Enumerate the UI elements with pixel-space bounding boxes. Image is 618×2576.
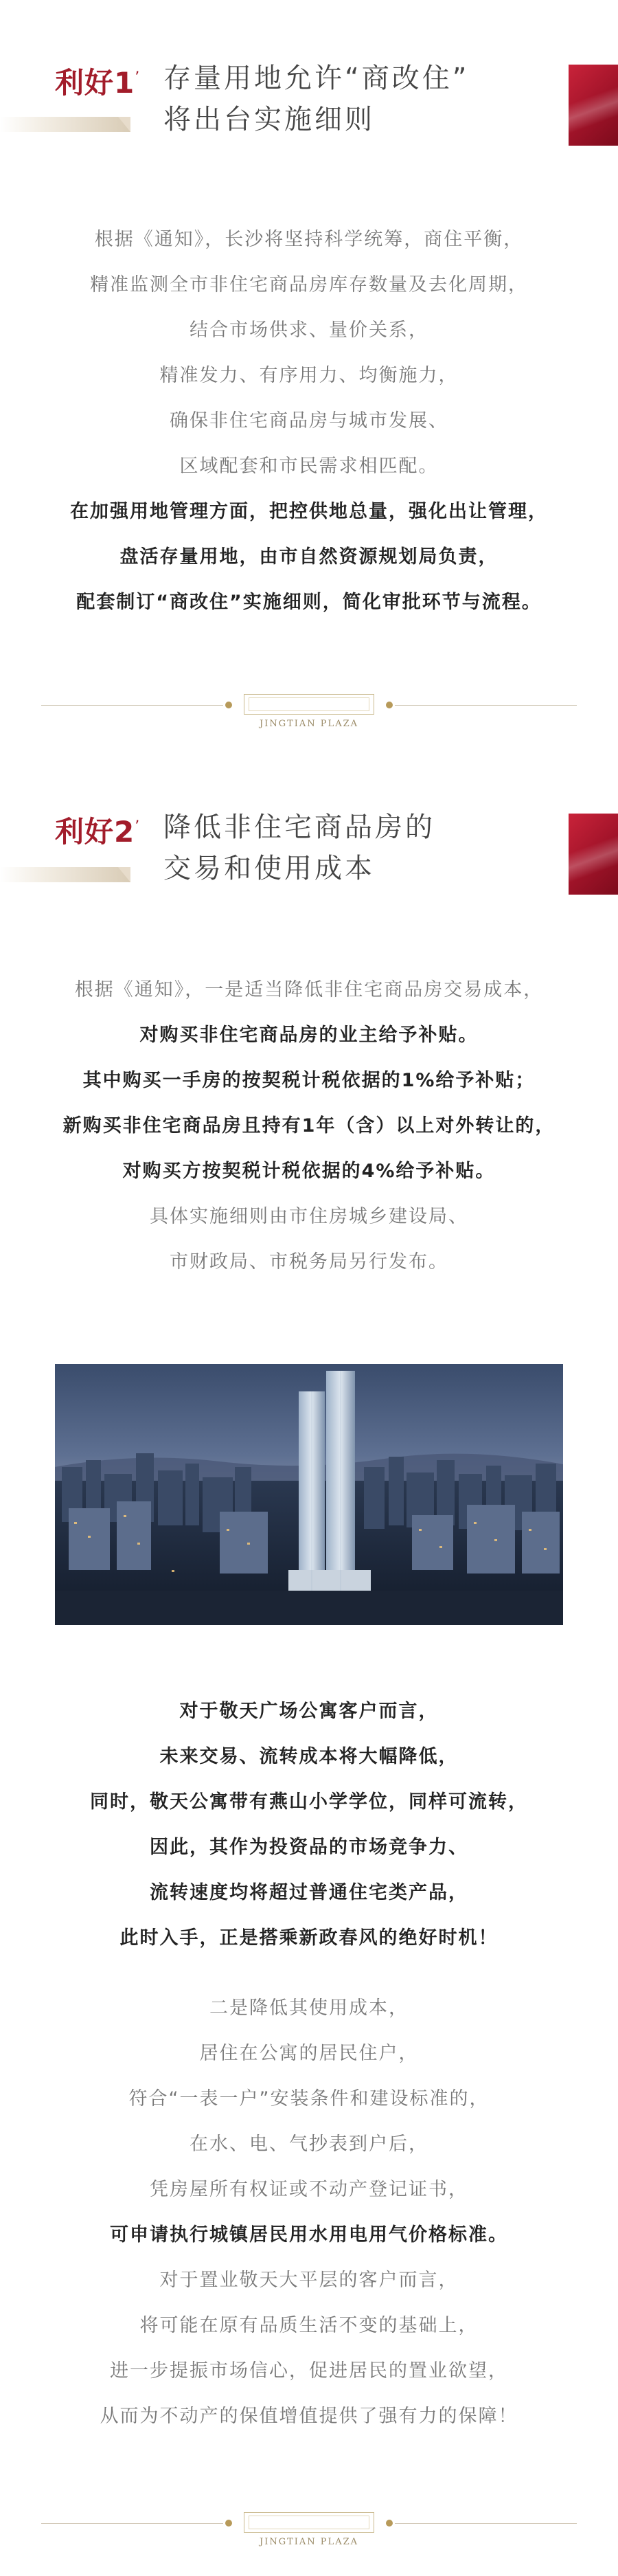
body-text-line: 在加强用地管理方面，把控供地总量，强化出让管理， — [70, 501, 548, 522]
body-text-line: 从而为不动产的保值增值提供了强有力的保障！ — [100, 2406, 518, 2427]
body-text-line: 未来交易、流转成本将大幅降低， — [159, 1746, 459, 1767]
body-text-line: 新购买非住宅商品房且持有1年（含）以上对外转让的， — [62, 1115, 556, 1136]
body-text-line: 进一步提振市场信心，促进居民的置业欲望， — [110, 2360, 508, 2382]
body-text-line: 结合市场供求、量价关系， — [190, 320, 428, 341]
body-text-line: 根据《通知》，一是适当降低非住宅商品房交易成本， — [74, 979, 544, 1000]
divider-dot-icon — [225, 2520, 232, 2527]
body-text-line: 盘活存量用地，由市自然资源规划局负责， — [119, 546, 499, 568]
brand-plate — [244, 2512, 374, 2533]
gold-accent-bar — [0, 117, 130, 132]
divider-dot-icon — [225, 702, 232, 708]
body-text-line: 精准发力、有序用力、均衡施力， — [159, 365, 459, 386]
body-text-line: 在水、电、气抄表到户后， — [190, 2133, 428, 2155]
body-text-line: 其中购买一手房的按契税计税依据的1%给予补贴； — [82, 1070, 536, 1091]
section-divider — [41, 688, 577, 730]
section2-body-b — [0, 1689, 618, 1961]
divider-dot-icon — [386, 702, 393, 708]
red-corner-decoration — [569, 814, 618, 895]
body-text-line: 二是降低其使用成本， — [209, 1997, 409, 2019]
body-text-line: 对购买方按契税计税依据的4%给予补贴。 — [122, 1161, 496, 1182]
red-corner-decoration — [569, 65, 618, 146]
body-text-line: 配套制订“商改住”实施细则，简化审批环节与流程。 — [76, 592, 542, 613]
body-text-line: 流转速度均将超过普通住宅类产品， — [150, 1882, 468, 1903]
section-divider — [41, 2507, 577, 2548]
brand-name: JINGTIAN PLAZA — [260, 2537, 358, 2547]
body-text-line: 对购买非住宅商品房的业主给予补贴。 — [139, 1024, 479, 1046]
section2-label: 利好2’ — [55, 815, 141, 849]
body-text-line: 居住在公寓的居民住户， — [199, 2043, 419, 2064]
body-text-line: 同时，敬天公寓带有燕山小学学位，同样可流转， — [90, 1791, 528, 1813]
body-text-line: 可申请执行城镇居民用水用电用气价格标准。 — [110, 2224, 508, 2245]
section2-body-a — [0, 967, 618, 1285]
body-text-line: 区域配套和市民需求相匹配。 — [179, 456, 439, 477]
body-text-line: 因此，其作为投资品的市场竞争力、 — [150, 1837, 468, 1858]
body-text-line: 精准监测全市非住宅商品房库存数量及去化周期， — [90, 274, 528, 295]
body-text-line: 凭房屋所有权证或不动产登记证书， — [150, 2179, 468, 2200]
brand-name: JINGTIAN PLAZA — [260, 719, 358, 729]
section1-body — [0, 217, 618, 625]
body-text-line: 市财政局、市税务局另行发布。 — [170, 1251, 448, 1273]
body-text-line: 对于置业敬天大平层的客户而言， — [159, 2270, 459, 2291]
section1-label: 利好1’ — [55, 66, 141, 100]
city-skyline-photo — [55, 1364, 563, 1625]
body-text-line: 对于敬天广场公寓客户而言， — [179, 1701, 439, 1722]
body-text-line: 具体实施细则由市住房城乡建设局、 — [150, 1206, 468, 1227]
body-text-line: 确保非住宅商品房与城市发展、 — [170, 410, 448, 432]
body-text-line: 此时入手，正是搭乘新政春风的绝好时机！ — [119, 1927, 499, 1949]
city-skyline-image — [55, 1364, 563, 1625]
body-text-line: 根据《通知》，长沙将坚持科学统筹，商住平衡， — [94, 229, 524, 250]
divider-dot-icon — [386, 2520, 393, 2527]
section2-header — [0, 809, 618, 892]
section1-header — [0, 60, 618, 143]
body-text-line: 将可能在原有品质生活不变的基础上， — [139, 2315, 479, 2336]
section1-title: 存量用地允许“商改住” 将出台实施细则 — [163, 63, 470, 135]
section2-body-c — [0, 1986, 618, 2439]
body-text-line: 符合“一表一户”安装条件和建设标准的， — [128, 2088, 490, 2109]
gold-accent-bar — [0, 867, 130, 882]
brand-plate — [244, 694, 374, 715]
section2-title: 降低非住宅商品房的 交易和使用成本 — [163, 811, 435, 884]
